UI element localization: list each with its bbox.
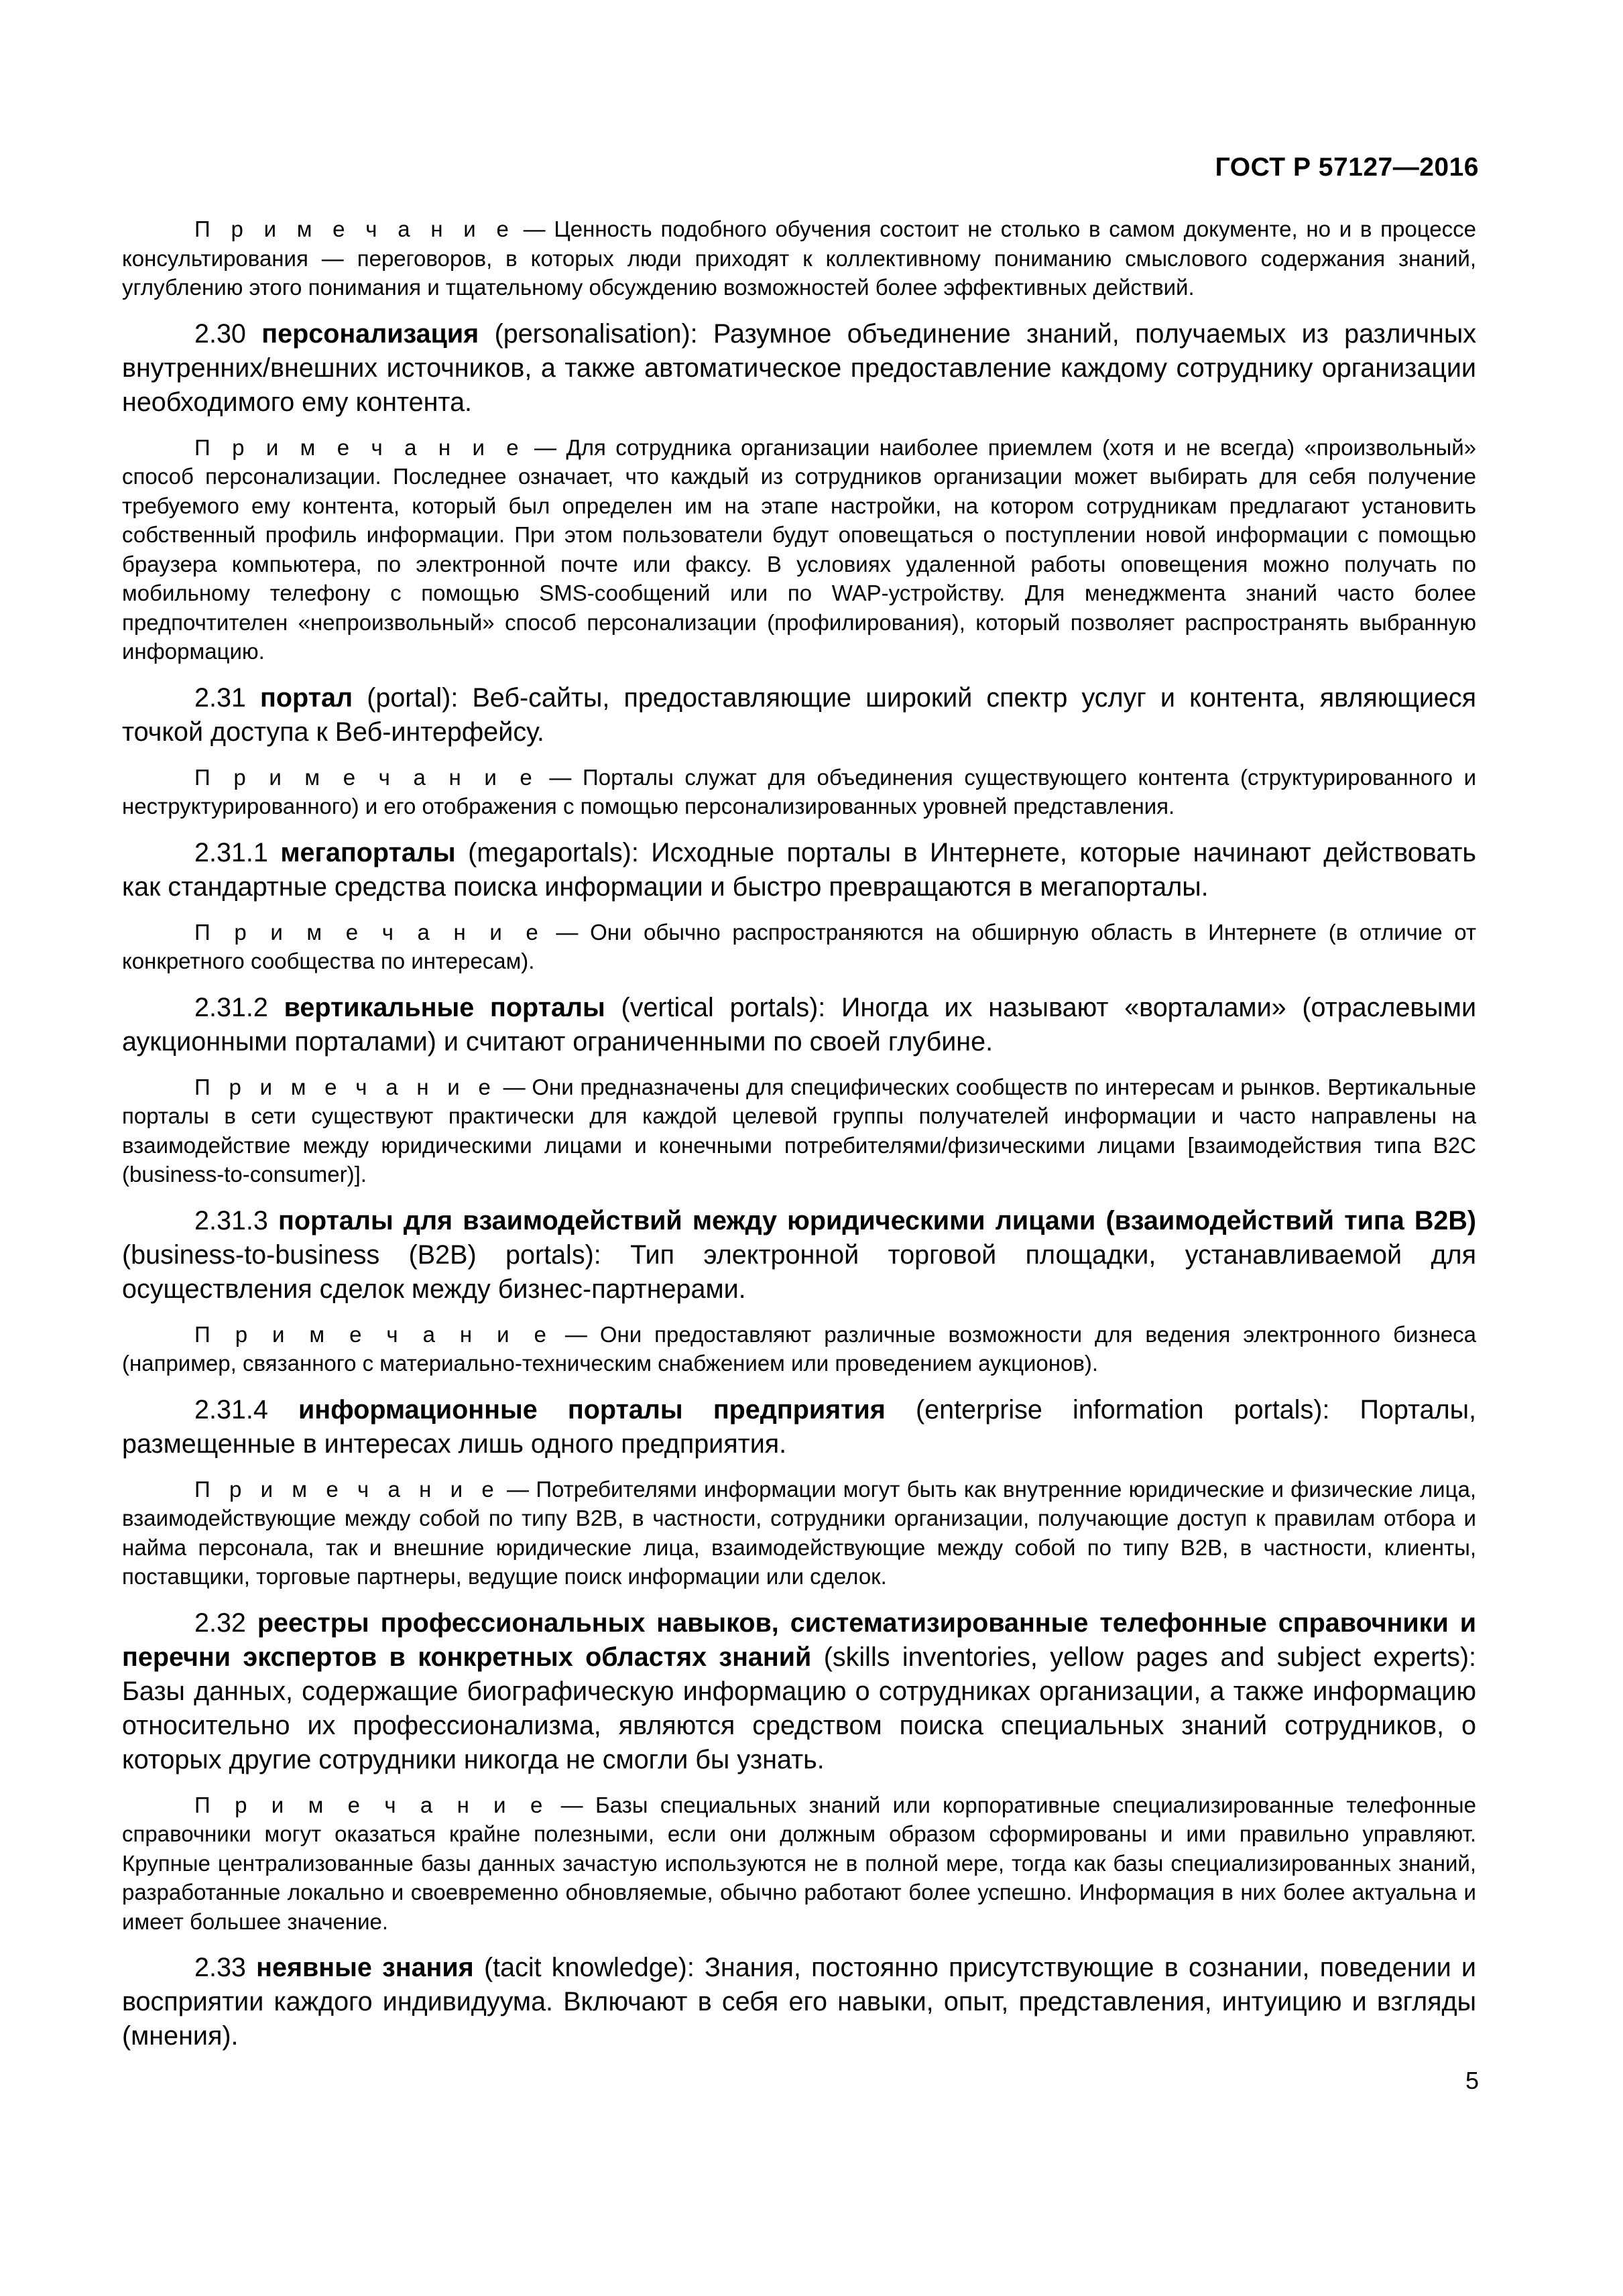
note-text: Порталы служат для объединения существующего контента (структурированного и неструктурированного) и его отображения с помощью персонализированных уровней представления. bbox=[122, 764, 1477, 819]
term-number: 2.30 bbox=[194, 318, 262, 349]
document-body bbox=[122, 215, 1476, 2067]
note-label: П р и м е ч а н и е bbox=[194, 217, 515, 241]
term-text: (personalisation): Разумное объединение знаний, получаемых из различных внутренних/внешних источников, а также автоматическое предоставление каждому сотруднику организации необходимого ему контента. bbox=[122, 318, 1476, 417]
note-label: П р и м е ч а н и е bbox=[194, 1321, 552, 1347]
term-definition bbox=[122, 317, 1476, 420]
note-paragraph bbox=[122, 1791, 1476, 1937]
note-label: П р и м е ч а н и е bbox=[194, 1476, 500, 1502]
document-header: ГОСТ Р 57127—2016 bbox=[1215, 153, 1479, 182]
term-number: 2.31.4 bbox=[194, 1394, 299, 1425]
term-text: (portal): Веб-сайты, предоставляющие широкий спектр услуг и контента, являющиеся точкой доступа к Веб-интерфейсу. bbox=[122, 682, 1476, 747]
term-name: реестры профессиональных навыков, систематизированные телефонные справочники и перечни экспертов в конкретных областях знаний bbox=[122, 1608, 1476, 1672]
note-label: П р и м е ч а н и е bbox=[194, 919, 544, 945]
note-dash: — bbox=[552, 1321, 600, 1347]
note-paragraph bbox=[122, 1320, 1476, 1378]
note-label: П р и м е ч а н и е bbox=[194, 764, 538, 790]
note-paragraph bbox=[122, 918, 1476, 976]
note-text: Они предназначены для специфических сообществ по интересам и рынков. Вертикальные порталы в сети существуют практически для каждой целевой группы получателей информации и часто направлены на взаимодействие между юридическими лицами и конечными потребителями/физическими лицами [взаимодействия типа B2C (business-to-consumer)]. bbox=[122, 1074, 1476, 1187]
term-text: (megaportals): Исходные порталы в Интернете, которые начинают действовать как стандартные средства поиска информации и быстро превращаются в мегапорталы. bbox=[122, 837, 1476, 902]
term-text: (business-to-business (B2B) portals): Тип электронной торговой площадки, устанавливаемой для осуществления сделок между бизнес-партнерами. bbox=[122, 1240, 1476, 1304]
term-definition bbox=[122, 1393, 1476, 1461]
term-definition bbox=[122, 1204, 1476, 1307]
note-text: Они предоставляют различные возможности для ведения электронного бизнеса (например, связанного с материально-техническим снабжением или проведением аукционов). bbox=[122, 1321, 1476, 1376]
note-text: Они обычно распространяются на обширную область в Интернете (в отличие от конкретного сообщества по интересам). bbox=[122, 919, 1476, 973]
term-number: 2.33 bbox=[194, 1953, 257, 1982]
term-name: мегапорталы bbox=[280, 837, 456, 867]
term-text: (enterprise information portals): Порталы, размещенные в интересах лишь одного предприятия. bbox=[122, 1394, 1476, 1459]
term-number: 2.31.3 bbox=[194, 1205, 278, 1235]
term-number: 2.31.2 bbox=[194, 992, 284, 1022]
note-dash: — bbox=[544, 919, 591, 945]
term-name: портал bbox=[260, 682, 353, 713]
term-text: (skills inventories, yellow pages and subject experts): Базы данных, содержащие биографическую информацию о сотрудниках организации, а также информацию относительно их профессионализма, являются средством поиска специальных знаний сотрудников, о которых другие сотрудники никогда не смогли бы узнать. bbox=[122, 1642, 1476, 1774]
term-number: 2.31.1 bbox=[194, 837, 281, 867]
note-dash: — bbox=[524, 434, 566, 460]
note-text: Для сотрудника организации наиболее приемлем (хотя и не всегда) «произвольный» способ персонализации. Последнее означает, что каждый из сотрудников организации может выбирать для себя получение требуемого ему контента, который был определен им на этапе настройки, на котором сотрудникам предлагают установить собственный профиль информации. При этом пользователи будут оповещаться о поступлении новой информации с помощью браузера компьютера, по электронной почте или факсу. В условиях удаленной работы оповещения можно получать по мобильному телефону с помощью SMS-сообщений или по WAP-устройству. Для менеджмента знаний часто более предпочтителен «непроизвольный» способ персонализации (профилирования), который позволяет распространять выбранную информацию. bbox=[122, 434, 1477, 664]
term-definition bbox=[122, 1951, 1476, 2053]
note-text: Базы специальных знаний или корпоративные специализированные телефонные справочники могут оказаться крайне полезными, если они должным образом сформированы и ими правильно управляют. Крупные централизованные базы данных зачастую используются не в полной мере, тогда как базы специализированных знаний, разработанные локально и своевременно обновляемые, обычно работают более успешно. Информация в них более актуальна и имеет большее значение. bbox=[122, 1792, 1477, 1934]
term-name: порталы для взаимодействий между юридическими лицами (взаимодействий типа B2B) bbox=[278, 1205, 1477, 1235]
term-number: 2.31 bbox=[194, 682, 261, 713]
term-text: (tacit knowledge): Знания, постоянно присутствующие в сознании, поведении и восприятии каждого индивидуума. Включают в себя его навыки, опыт, представления, интуицию и взгляды (мнения). bbox=[122, 1953, 1476, 2051]
note-dash: — bbox=[499, 1476, 536, 1502]
term-number: 2.32 bbox=[194, 1608, 257, 1638]
note-label: П р и м е ч а н и е bbox=[194, 1792, 549, 1817]
note-paragraph bbox=[122, 215, 1476, 302]
page-number: 5 bbox=[1465, 2067, 1479, 2094]
note-paragraph bbox=[122, 1475, 1476, 1591]
term-definition bbox=[122, 836, 1476, 904]
note-dash: — bbox=[496, 1074, 532, 1099]
note-dash: — bbox=[548, 1792, 596, 1817]
note-dash: — bbox=[538, 764, 583, 790]
term-name: персонализация bbox=[261, 318, 479, 349]
term-name: информационные порталы предприятия bbox=[298, 1394, 886, 1425]
note-label: П р и м е ч а н и е bbox=[194, 434, 525, 460]
term-name: вертикальные порталы bbox=[284, 992, 605, 1022]
note-dash: — bbox=[514, 217, 554, 241]
note-label: П р и м е ч а н и е bbox=[194, 1074, 497, 1099]
term-definition bbox=[122, 991, 1476, 1059]
term-definition bbox=[122, 1606, 1476, 1777]
note-paragraph bbox=[122, 433, 1476, 666]
term-name: неявные знания bbox=[256, 1953, 474, 1982]
note-text: Ценность подобного обучения состоит не столько в самом документе, но и в процессе консультирования — переговоров, в которых люди приходят к коллективному пониманию смыслового содержания знаний, углублению этого понимания и тщательному обсуждению возможностей более эффективных действий. bbox=[122, 217, 1476, 300]
term-text: (vertical portals): Иногда их называют «ворталами» (отраслевыми аукционными порталами) и считают ограниченными по своей глубине. bbox=[122, 992, 1477, 1056]
note-paragraph bbox=[122, 763, 1476, 821]
note-text: Потребителями информации могут быть как внутренние юридические и физические лица, взаимодействующие между собой по типу B2B, в частности, сотрудники организации, получающие доступ к правилам отбора и найма персонала, так и внешние юридические лица, взаимодействующие между собой по типу B2B, в частности, клиенты, поставщики, торговые партнеры, ведущие поиск информации или сделок. bbox=[122, 1476, 1476, 1589]
note-paragraph bbox=[122, 1073, 1476, 1189]
term-definition bbox=[122, 681, 1476, 749]
